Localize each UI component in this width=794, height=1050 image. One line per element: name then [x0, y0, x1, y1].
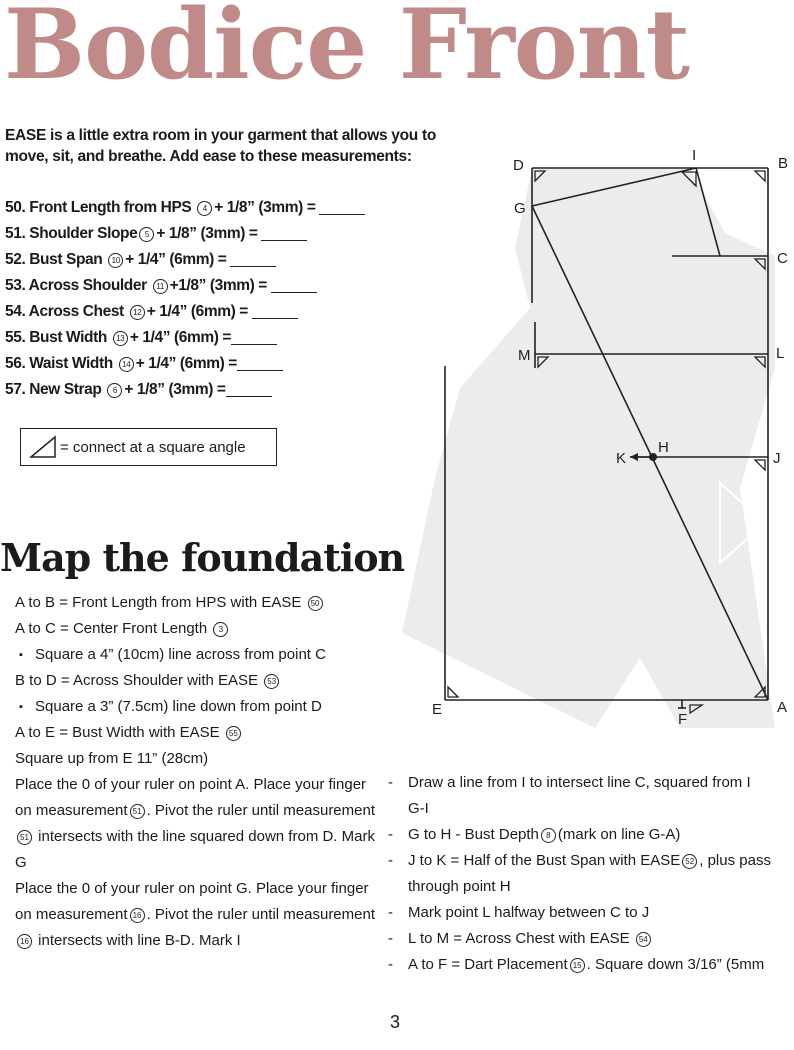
- label-l: L: [776, 345, 785, 362]
- step-item: ▪ Square a 3” (7.5cm) line down from point D: [15, 694, 375, 720]
- bodice-draft-diagram: [380, 138, 794, 728]
- measurement-row: 51. Shoulder Slope 5 + 1/8” (3mm) =: [5, 221, 435, 247]
- circled-number: 53: [264, 674, 279, 689]
- step-item: - G to H - Bust Depth 8 (mark on line G-A): [388, 826, 681, 843]
- circled-number: 50: [308, 596, 323, 611]
- step-item: ▪ Square a 4” (10cm) line across from point C: [15, 642, 375, 668]
- answer-blank[interactable]: [230, 252, 276, 267]
- label-e: E: [432, 701, 443, 718]
- step-item: A to B = Front Length from HPS with EASE 50: [15, 590, 375, 616]
- circled-number: 4: [197, 201, 212, 216]
- label-c: C: [777, 250, 788, 267]
- step-item: B to D = Across Shoulder with EASE 53: [15, 668, 375, 694]
- step-item: Square up from E 11” (28cm): [15, 750, 209, 767]
- label-k: K: [616, 450, 627, 467]
- step-item: A to E = Bust Width with EASE 55: [15, 720, 375, 746]
- point-h-dot: [649, 453, 657, 461]
- answer-blank[interactable]: [271, 278, 317, 293]
- step-item: - A to F = Dart Placement 15 . Square down 3/16” (5mm: [388, 956, 765, 973]
- circled-number: 8: [541, 828, 556, 843]
- ease-intro: EASE is a little extra room in your garment that allows you to move, sit, and breathe. Add ease to these measurements:: [5, 127, 436, 165]
- step-item-mark-i: Place the 0 of your ruler on point G. Place your finger on measurement 16 . Pivot the ruler until measurement 16 intersects with line B-D. Mark I: [15, 880, 375, 949]
- label-b: B: [778, 155, 789, 172]
- circled-number: 54: [636, 932, 651, 947]
- circled-number: 14: [119, 357, 134, 372]
- label-j: J: [773, 450, 781, 467]
- circled-number: 5: [139, 227, 154, 242]
- step-item: - J to K = Half of the Bust Span with EASE 52 , plus pass through point H: [388, 852, 771, 895]
- circled-number: 15: [570, 958, 585, 973]
- step-item: - L to M = Across Chest with EASE 54: [388, 926, 794, 952]
- steps-right: [388, 770, 794, 978]
- step-item: - Mark point L halfway between C to J: [388, 904, 650, 921]
- measurement-list: [5, 195, 435, 403]
- circled-number: 12: [130, 305, 145, 320]
- answer-blank[interactable]: [261, 226, 307, 241]
- circled-number: 11: [153, 279, 168, 294]
- measurement-row: 56. Waist Width 14 + 1/4” (6mm) =: [5, 351, 435, 377]
- circled-number: 16: [130, 908, 145, 923]
- answer-blank[interactable]: [319, 200, 365, 215]
- measurement-row: 57. New Strap 6 + 1/8” (3mm) =: [5, 377, 435, 403]
- circled-number: 55: [226, 726, 241, 741]
- circled-number: 52: [682, 854, 697, 869]
- label-d: D: [513, 157, 524, 174]
- page-title: Bodice Front: [4, 0, 689, 101]
- label-m: M: [518, 347, 531, 364]
- label-h: H: [658, 439, 669, 456]
- measurement-row: 53. Across Shoulder 11 +1/8” (3mm) =: [5, 273, 435, 299]
- circled-number: 6: [107, 383, 122, 398]
- circled-number: 10: [108, 253, 123, 268]
- page-number: 3: [390, 1012, 401, 1032]
- measurement-row: 52. Bust Span 10 + 1/4” (6mm) =: [5, 247, 435, 273]
- step-item-mark-g: Place the 0 of your ruler on point A. Place your finger on measurement 51 . Pivot the ruler until measurement 51 intersects with the line squared down from D. Mark G: [15, 776, 375, 871]
- legend-box: [20, 428, 277, 466]
- measurement-row: 55. Bust Width 13 + 1/4” (6mm) =: [5, 325, 435, 351]
- label-a: A: [777, 699, 788, 716]
- square-angle-icon: [29, 435, 57, 459]
- circled-number: 51: [17, 830, 32, 845]
- measurement-row: 50. Front Length from HPS 4 + 1/8” (3mm) =: [5, 195, 435, 221]
- circled-number: 51: [130, 804, 145, 819]
- section-title: Map the foundation: [0, 535, 405, 580]
- label-g: G: [514, 200, 526, 217]
- label-f: F: [678, 711, 688, 728]
- circled-number: 3: [213, 622, 228, 637]
- circled-number: 13: [113, 331, 128, 346]
- step-item: A to C = Center Front Length 3: [15, 616, 375, 642]
- answer-blank[interactable]: [226, 382, 272, 397]
- answer-blank[interactable]: [237, 356, 283, 371]
- circled-number: 16: [17, 934, 32, 949]
- answer-blank[interactable]: [252, 304, 298, 319]
- step-item: - Draw a line from I to intersect line C, squared from I G-I: [388, 774, 751, 817]
- steps-left: [15, 590, 375, 954]
- label-i: I: [692, 147, 697, 164]
- legend-text: = connect at a square angle: [60, 438, 246, 456]
- measurement-row: 54. Across Chest 12 + 1/4” (6mm) =: [5, 299, 435, 325]
- answer-blank[interactable]: [231, 330, 277, 345]
